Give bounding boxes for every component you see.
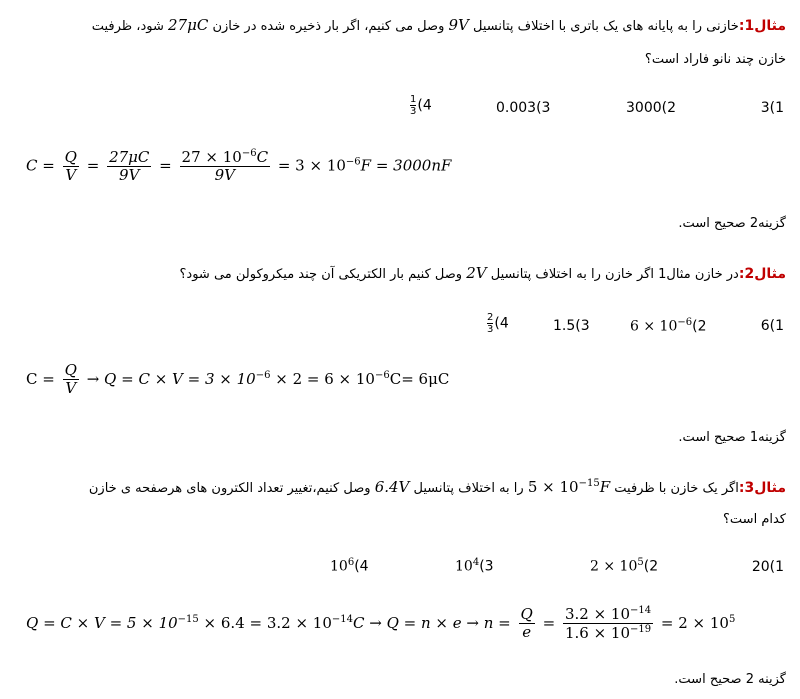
ex2-option-3: 1.5(3: [553, 318, 590, 334]
ex1-option-4: $\frac{1}{3}$ (4: [410, 94, 432, 117]
ex2-solution: C = $\frac{Q}{V}$ → $Q = C \times V = 3 \times 10^{-6} \times 2 = 6 \times 10^{-6}C= 6\mu C$: [26, 361, 450, 398]
ex3-q3: وصل کنیم،تغییر تعداد الکترون های هرصفحه ی خازن: [88, 481, 371, 496]
ex2-option-4-fraction: $\frac{2}{3}$: [487, 312, 494, 335]
ex2-q1: در خازن مثال1 اگر خازن را به اختلاف پتانسیل: [490, 267, 739, 282]
ex3-question-line2: کدام است؟: [723, 512, 786, 527]
ex3-question-line1: [89, 478, 786, 496]
ex3-option-2: $2 \times 10^5(2$: [590, 557, 659, 575]
ex1-q1: خازنی را به پایانه های یک باتری با اختلاف پتانسیل: [473, 19, 739, 34]
ex2-q2: وصل کنیم بار الکتریکی آن چند میکروکولن می شود؟: [179, 267, 463, 282]
ex3-q2: را به اختلاف پتانسیل: [413, 481, 524, 496]
ex2-option-2: $6 \times 10^{-6}(2$: [630, 317, 707, 335]
ex1-option-4-fraction: $\frac{1}{3}$: [410, 94, 417, 117]
ex2-label: مثال2:: [738, 266, 786, 282]
ex3-option-4: $10^6(4$: [330, 557, 369, 575]
ex1-voltage: 9V: [448, 16, 469, 34]
ex3-option-3: $10^4(3$: [455, 557, 494, 575]
ex3-capacitance: $5 \times 10^{-15}F$: [527, 478, 611, 496]
ex1-question-line2: خازن چند نانو فاراد است؟: [644, 52, 786, 67]
ex3-frac-values: $\frac{3.2 \times 10^{-14}}{1.6 \times 10^{-19}}$: [564, 605, 652, 643]
ex1-question-line1: [92, 16, 786, 34]
ex1-option-2: 3000(2: [626, 100, 676, 116]
ex2-question-line1: [180, 264, 786, 282]
ex3-voltage: 6.4V: [374, 478, 410, 496]
ex1-label: مثال1:: [738, 18, 786, 34]
ex1-option-3: 0.003(3: [496, 100, 551, 116]
ex2-voltage: 2V: [466, 264, 487, 282]
ex2-frac-q-over-v: $\frac{Q}{V}$: [64, 361, 77, 398]
ex1-frac-q-over-v: $\frac{Q}{V}$: [64, 147, 77, 184]
ex1-frac-scientific: $\frac{27 \times 10^{-6}C}{9V}$: [181, 148, 269, 185]
ex1-q3: شود، ظرفیت: [91, 19, 164, 34]
ex2-option-4: $\frac{2}{3}$ (4: [487, 312, 509, 335]
ex1-q2: وصل می کنیم، اگر بار ذخیره شده در خازن: [212, 19, 445, 34]
ex1-charge: 27μC: [168, 16, 209, 34]
ex2-option-1: 6(1: [760, 318, 784, 334]
ex3-frac-q-over-e: $\frac{Q}{e}$: [520, 605, 533, 642]
ex1-solution: C = $\frac{Q}{V}$ = $\frac{27\mu C}{9V}$ = $\frac{27 \times 10^{-6}C}{9V}$ = $3 \times 10^{-6}F = 3000nF$: [26, 147, 452, 185]
ex3-answer: گزینه 2 صحیح است.: [674, 672, 786, 687]
ex1-option-1: 3(1: [760, 100, 784, 116]
ex1-answer: گزینه2 صحیح است.: [678, 216, 786, 231]
ex3-q1: اگر یک خازن با ظرفیت: [614, 481, 739, 496]
ex3-solution: $Q = C \times V = 5 \times 10^{-15} \times 6.4 = 3.2 \times 10^{-14}C \to Q = n \times e \to n$ = $\frac{Q}{e}$ = $\frac{3.2 \times 10^{-14}}{1.6 \times 10^{-19}}$ = $2 \times 10^5$: [26, 605, 736, 643]
ex3-label: مثال3:: [738, 480, 786, 496]
ex2-answer: گزینه1 صحیح است.: [678, 430, 786, 445]
ex1-frac-values: $\frac{27\mu C}{9V}$: [109, 147, 150, 184]
ex3-option-1: 20(1: [751, 559, 784, 575]
